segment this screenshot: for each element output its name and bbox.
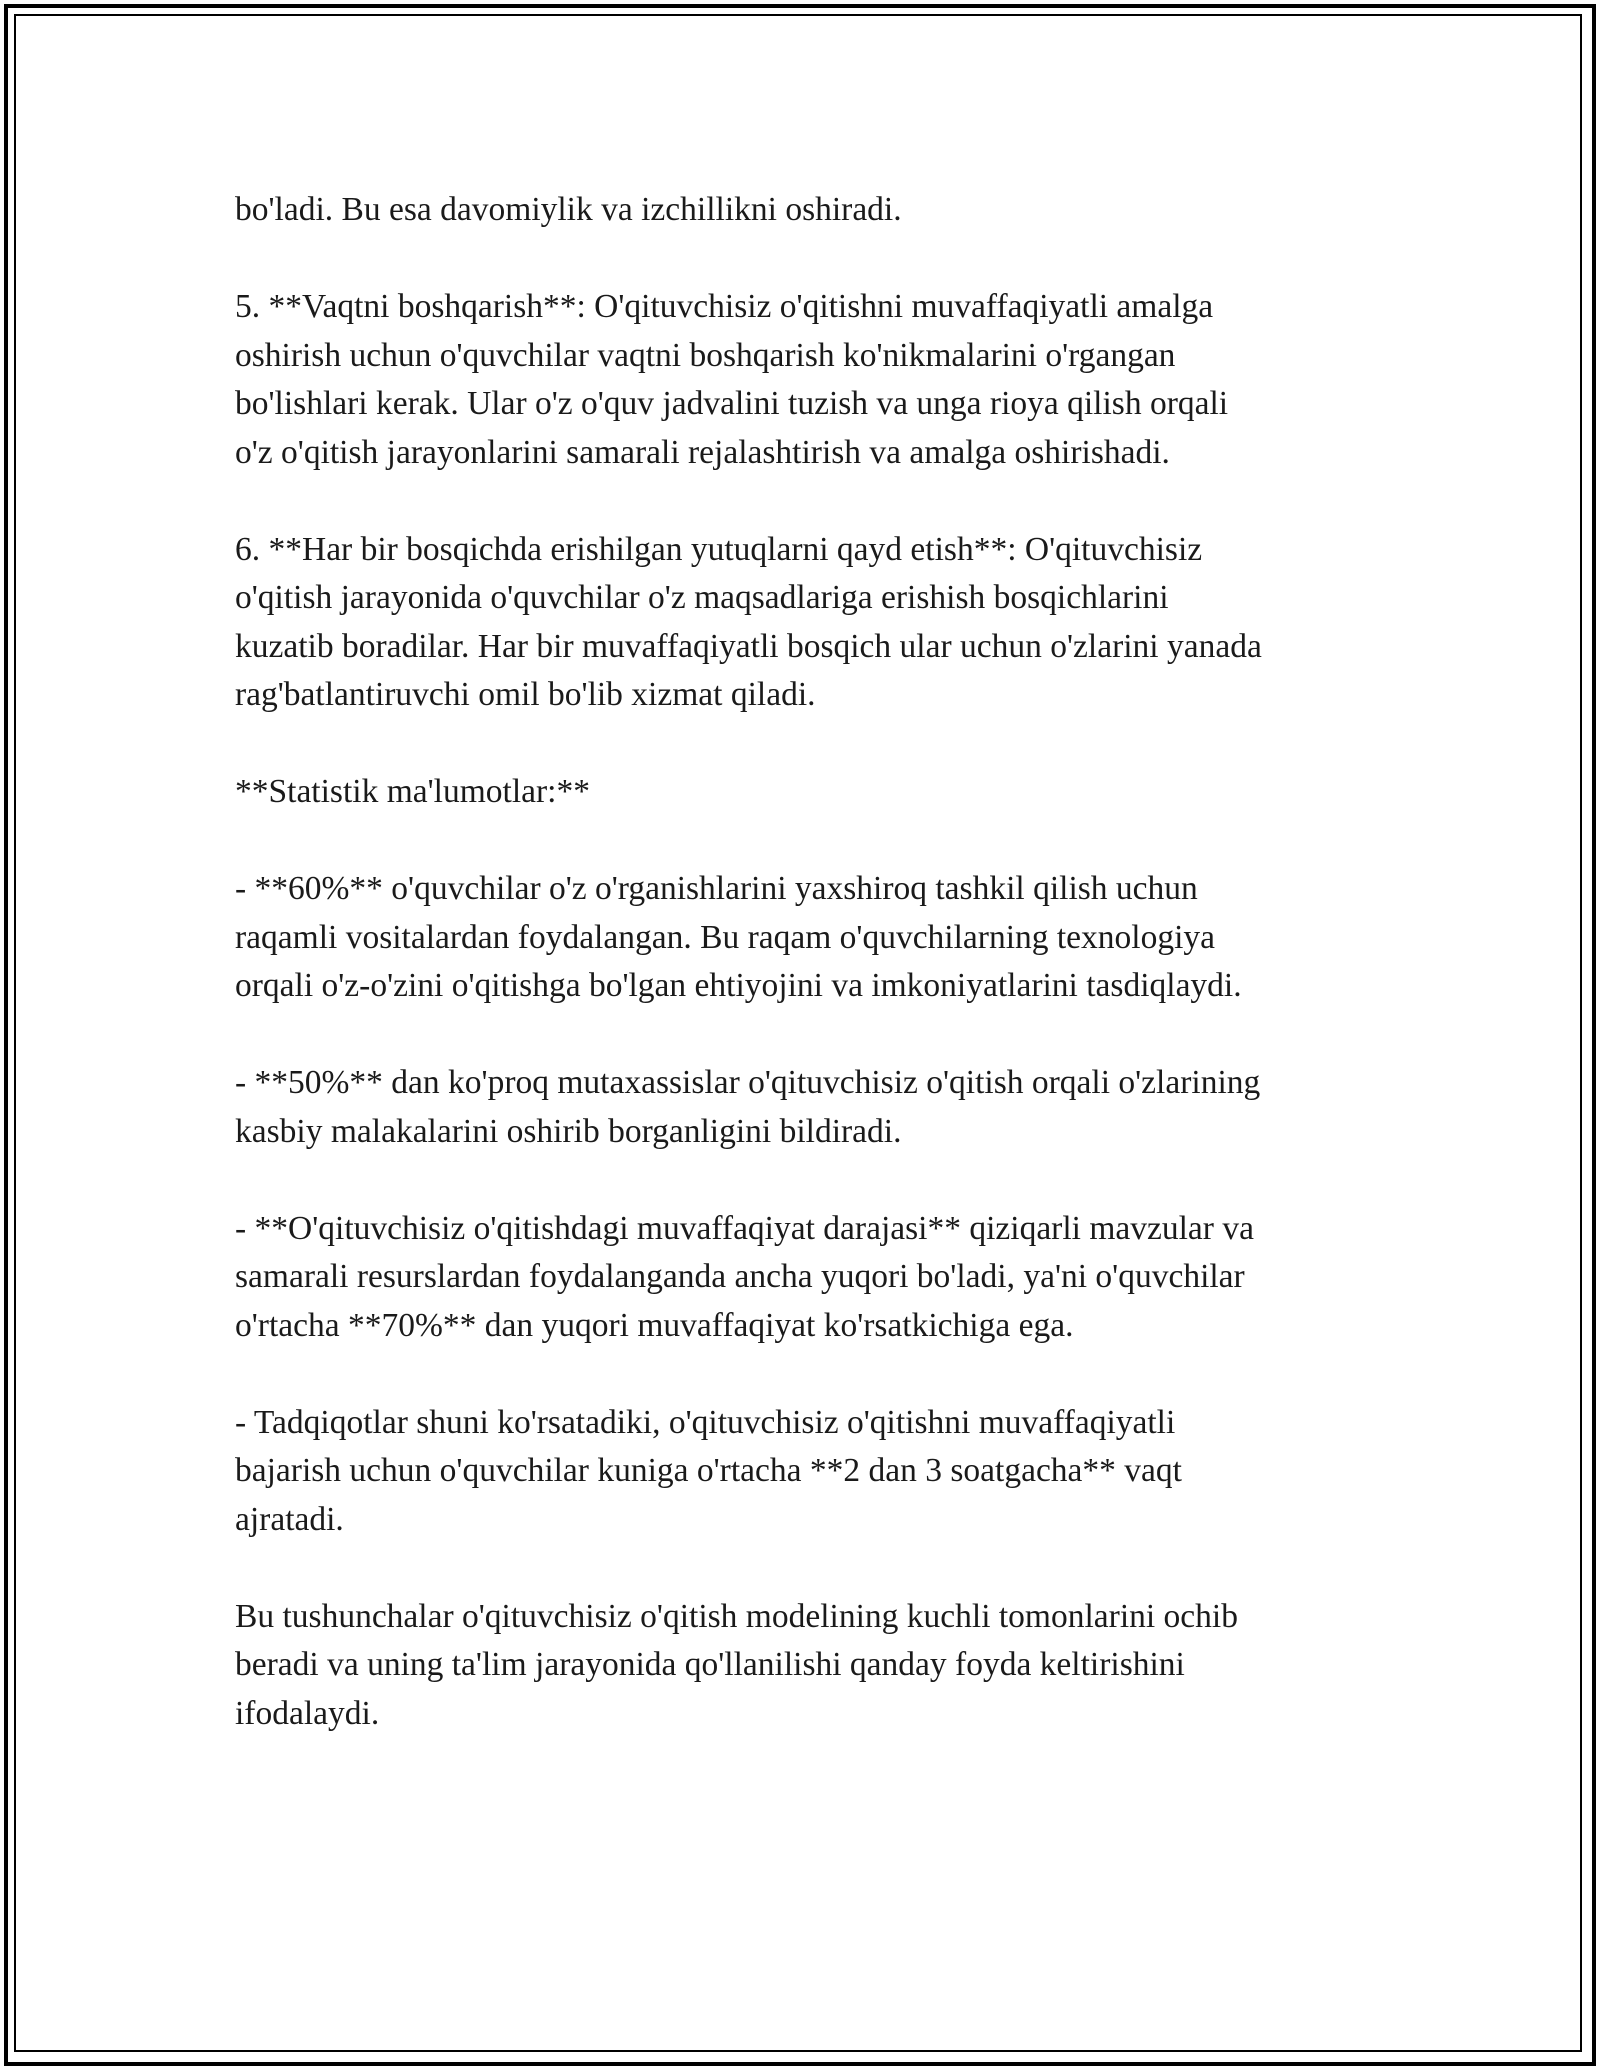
list-item-stat-70: - **O'qituvchisiz o'qitishdagi muvaffaqiyat darajasi** qiziqarli mavzular va samarali resurslardan foydalanganda ancha yuqori bo'ladi, ya'ni o'quvchilar o'rtacha **70%** dan yuqori muvaffaqiyat ko'rsatkichiga ega. — [235, 1209, 1254, 1344]
paragraph-conclusion: Bu tushunchalar o'qituvchisiz o'qitish modelining kuchli tomonlarini ochib beradi va uning ta'lim jarayonida qo'llanilishi qanday foyda keltirishini ifodalaydi. — [235, 1597, 1238, 1732]
paragraph-time-management: 5. **Vaqtni boshqarish**: O'qituvchisiz o'qitishni muvaffaqiyatli amalga oshirish uchun o'quvchilar vaqtni boshqarish ko'nikmalarini o'rgangan bo'lishlari kerak. Ular o'z o'quv jadvalini tuzish va unga rioya qilish orqali o'z o'qitish jarayonlarini samarali rejalashtirish va amalga oshirishadi. — [235, 288, 1229, 471]
list-item-stat-60: - **60%** o'quvchilar o'z o'rganishlarini yaxshiroq tashkil qilish uchun raqamli vositalardan foydalangan. Bu raqam o'quvchilarning texnologiya orqali o'z-o'zini o'qitishga bo'lgan ehtiyojini va imkoniyatlarini tasdiqlaydi. — [235, 870, 1242, 1004]
list-item-stat-hours: - Tadqiqotlar shuni ko'rsatadiki, o'qituvchisiz o'qitishni muvaffaqiyatli bajarish uchun o'quvchilar kuniga o'rtacha **2 dan 3 soatgacha** vaqt ajratadi. — [235, 1403, 1182, 1538]
paragraph-milestones: 6. **Har bir bosqichda erishilgan yutuqlarni qayd etish**: O'qituvchisiz o'qitish jarayonida o'quvchilar o'z maqsadlariga erishish bosqichlarini kuzatib boradilar. Har bir muvaffaqiyatli bosqich ular uchun o'zlarini yanada rag'batlantiruvchi omil bo'lib xizmat qiladi. — [235, 530, 1262, 713]
list-item-stat-50: - **50%** dan ko'proq mutaxassislar o'qituvchisiz o'qitish orqali o'zlarining kasbiy malakalarini oshirib borganligini bildiradi. — [235, 1064, 1261, 1150]
document-body — [235, 186, 1385, 1738]
section-heading-statistics: **Statistik ma'lumotlar:** — [235, 773, 590, 810]
paragraph-continuation: bo'ladi. Bu esa davomiylik va izchillikni oshiradi. — [235, 191, 902, 228]
